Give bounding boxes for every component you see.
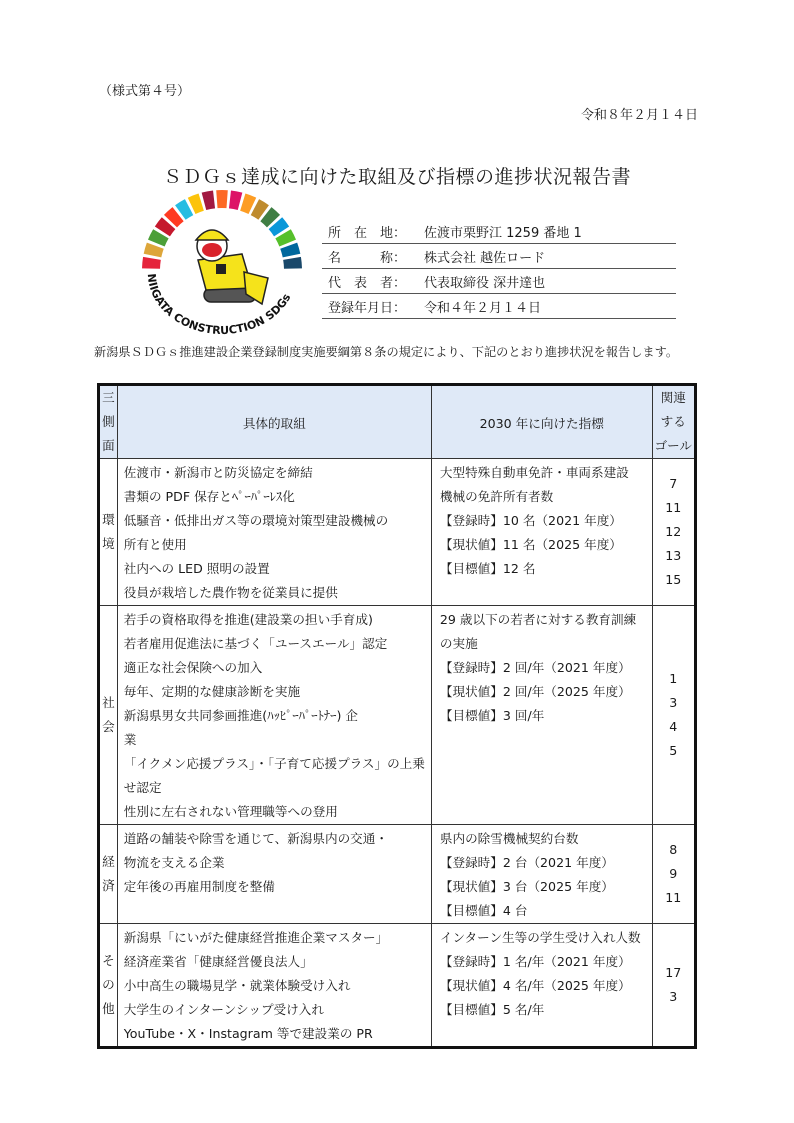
header-aspect <box>99 385 118 459</box>
aspect-cell-line: の <box>102 977 115 992</box>
indicator-cell-line: 【目標値】12 名 <box>439 561 536 576</box>
goals-cell <box>652 606 695 825</box>
table-row-economy <box>99 825 696 924</box>
address-value: 佐渡市栗野江 1259 番地 1 <box>424 225 582 241</box>
table-row-society <box>99 606 696 825</box>
indicator-cell-line: 【現状値】11 名（2025 年度） <box>439 537 622 552</box>
goals-cell-line: 4 <box>669 719 678 734</box>
aspect-cell-line: 会 <box>102 719 115 734</box>
aspect-cell-line: 社 <box>102 695 115 710</box>
actions-cell-line: 新潟県「にいがた健康経営推進企業マスター」 <box>123 930 389 945</box>
header-aspect-char: 面 <box>102 438 115 453</box>
actions-cell-line: 役員が栽培した農作物を従業員に提供 <box>123 585 338 600</box>
goals-cell-line: 9 <box>669 866 678 881</box>
indicator-cell-line: 【登録時】2 回/年（2021 年度） <box>439 660 631 675</box>
indicator-cell-line: 【目標値】5 名/年 <box>439 1002 545 1017</box>
intro-text: 新潟県ＳＤＧｓ推進建設企業登録制度実施要綱第８条の規定により、下記のとおり進捗状況を報告します。 <box>94 345 679 359</box>
indicator-cell-line: 【現状値】2 回/年（2025 年度） <box>439 684 631 699</box>
goals-cell-line: 11 <box>665 500 682 515</box>
representative-value: 代表取締役 深井達也 <box>424 275 546 291</box>
actions-cell-line: 小中高生の職場見学・就業体験受け入れ <box>123 978 351 993</box>
report-date: 令和８年２月１４日 <box>580 108 698 123</box>
form-number: （様式第４号） <box>99 84 191 99</box>
indicator-cell <box>431 924 652 1048</box>
goals-cell-line: 5 <box>669 743 678 758</box>
aspect-cell-line: 他 <box>102 1001 115 1016</box>
document-title: ＳＤＧｓ達成に向けた取組及び指標の進捗状況報告書 <box>162 166 631 188</box>
goals-cell-line: 15 <box>665 572 682 587</box>
representative-label: 代 表 者： <box>328 275 407 291</box>
aspect-cell-line: そ <box>102 953 115 968</box>
bulldozer-mascot-icon <box>196 230 268 304</box>
goals-cell-line: 8 <box>669 842 678 857</box>
actions-cell <box>117 459 431 606</box>
goals-cell-line: 12 <box>665 524 682 539</box>
address-label: 所 在 地： <box>328 225 407 241</box>
table-row-other <box>99 924 696 1048</box>
goals-cell-line: 3 <box>669 989 678 1004</box>
actions-cell <box>117 924 431 1048</box>
aspect-cell <box>99 459 118 606</box>
actions-cell-line: 道路の舗装や除雪を通じて、新潟県内の交通・ <box>123 831 388 846</box>
registration-date-value: 令和４年２月１４日 <box>424 300 542 316</box>
indicator-cell-line: 【目標値】4 台 <box>439 903 528 918</box>
actions-cell-line: 新潟県男女共同参画推進(ﾊｯﾋﾟｰﾊﾟｰﾄﾅｰ) 企 <box>123 708 358 723</box>
actions-cell-line: 業 <box>123 732 137 747</box>
header-aspect-char: 三 <box>102 390 115 405</box>
sdg-arc-segment <box>216 190 228 208</box>
actions-cell-line: 若者雇用促進法に基づく「ユースエール」認定 <box>123 636 388 651</box>
logo-text-path: NIIGATA CONSTRUCTION SDGs <box>144 272 294 338</box>
actions-cell <box>117 825 431 924</box>
sdg-arc-segment <box>283 257 302 269</box>
aspect-cell <box>99 825 118 924</box>
actions-cell-line: 「イクメン応援プラス」・「子育て応援プラス」の上乗 <box>123 756 425 771</box>
table-header-row <box>99 385 696 459</box>
indicator-cell-line: 【登録時】2 台（2021 年度） <box>439 855 614 870</box>
indicator-cell-line: 機械の免許所有者数 <box>439 489 554 504</box>
indicator-cell-line: 【登録時】10 名（2021 年度） <box>439 513 622 528</box>
goals-cell <box>652 459 695 606</box>
actions-cell-line: 適正な社会保険への加入 <box>123 660 263 675</box>
header-aspect-char: 側 <box>102 414 115 429</box>
header-goals-line: 関連 <box>660 390 686 405</box>
niigata-construction-sdgs-logo <box>134 188 310 338</box>
header-goals-line: ゴール <box>654 438 693 453</box>
actions-cell-line: 毎年、定期的な健康診断を実施 <box>123 684 301 699</box>
company-address-row <box>322 219 676 244</box>
indicator-cell-line: インターン生等の学生受け入れ人数 <box>439 930 641 945</box>
aspect-cell <box>99 924 118 1048</box>
aspect-cell-line: 環 <box>102 512 115 527</box>
actions-cell-line: せ認定 <box>123 780 162 795</box>
header-goals <box>652 385 695 459</box>
goals-cell-line: 1 <box>669 671 678 686</box>
actions-cell-line: 所有と使用 <box>123 537 187 552</box>
actions-cell-line: 書類の PDF 保存とﾍﾟｰﾊﾟｰﾚｽ化 <box>123 489 295 504</box>
sdg-arc-segment <box>229 191 242 211</box>
company-info <box>322 219 676 319</box>
actions-cell-line: 低騒音・低排出ガス等の環境対策型建設機械の <box>123 513 389 528</box>
progress-table <box>97 383 697 1049</box>
header-actions: 具体的取組 <box>117 385 431 459</box>
goals-cell-line: 13 <box>665 548 682 563</box>
indicator-cell-line: 29 歳以下の若者に対する教育訓練 <box>439 612 637 627</box>
indicator-cell-line: の実施 <box>439 636 478 651</box>
actions-cell-line: 定年後の再雇用制度を整備 <box>123 879 275 894</box>
goals-cell-line: 3 <box>669 695 678 710</box>
goals-cell-line: 11 <box>665 890 682 905</box>
indicator-cell <box>431 825 652 924</box>
representative-row <box>322 269 676 294</box>
registration-date-label: 登録年月日： <box>328 300 407 316</box>
goals-cell-line: 17 <box>665 965 682 980</box>
table-row-environment <box>99 459 696 606</box>
goals-cell <box>652 924 695 1048</box>
logo-graphic <box>134 188 310 338</box>
sdg-arc-segment <box>202 191 215 211</box>
indicator-cell-line: 【目標値】3 回/年 <box>439 708 545 723</box>
indicator-cell-line: 【登録時】1 名/年（2021 年度） <box>439 954 631 969</box>
actions-cell-line: 経済産業省「健康経営優良法人」 <box>123 954 313 969</box>
indicator-cell <box>431 459 652 606</box>
goals-cell-line: 7 <box>669 476 678 491</box>
aspect-cell <box>99 606 118 825</box>
header-indicator: 2030 年に向けた指標 <box>431 385 652 459</box>
actions-cell-line: 社内への LED 照明の設置 <box>123 561 270 576</box>
indicator-cell <box>431 606 652 825</box>
actions-cell-line: YouTube・X・Instagram 等で建設業の PR <box>123 1026 373 1041</box>
name-value: 株式会社 越佐ロード <box>424 250 546 266</box>
actions-cell-line: 若手の資格取得を推進(建設業の担い手育成) <box>123 612 373 627</box>
indicator-cell-line: 【現状値】4 名/年（2025 年度） <box>439 978 631 993</box>
aspect-cell-line: 経 <box>102 854 115 869</box>
actions-cell <box>117 606 431 825</box>
aspect-cell-line: 済 <box>102 878 115 893</box>
indicator-cell-line: 大型特殊自動車免許・車両系建設 <box>439 465 629 480</box>
indicator-cell-line: 【現状値】3 台（2025 年度） <box>439 879 614 894</box>
actions-cell-line: 性別に左右されない管理職等への登用 <box>123 804 338 819</box>
sdg-arc-segment <box>142 257 161 269</box>
indicator-cell-line: 県内の除雪機械契約台数 <box>439 831 579 846</box>
actions-cell-line: 大学生のインターンシップ受け入れ <box>123 1002 324 1017</box>
actions-cell-line: 佐渡市・新潟市と防災協定を締結 <box>123 465 313 480</box>
header-goals-line: する <box>660 414 686 429</box>
aspect-cell-line: 境 <box>102 536 115 551</box>
registration-date-row <box>322 294 676 319</box>
actions-cell-line: 物流を支える企業 <box>123 855 225 870</box>
company-name-row <box>322 244 676 269</box>
goals-cell <box>652 825 695 924</box>
name-label: 名 称： <box>328 250 407 266</box>
